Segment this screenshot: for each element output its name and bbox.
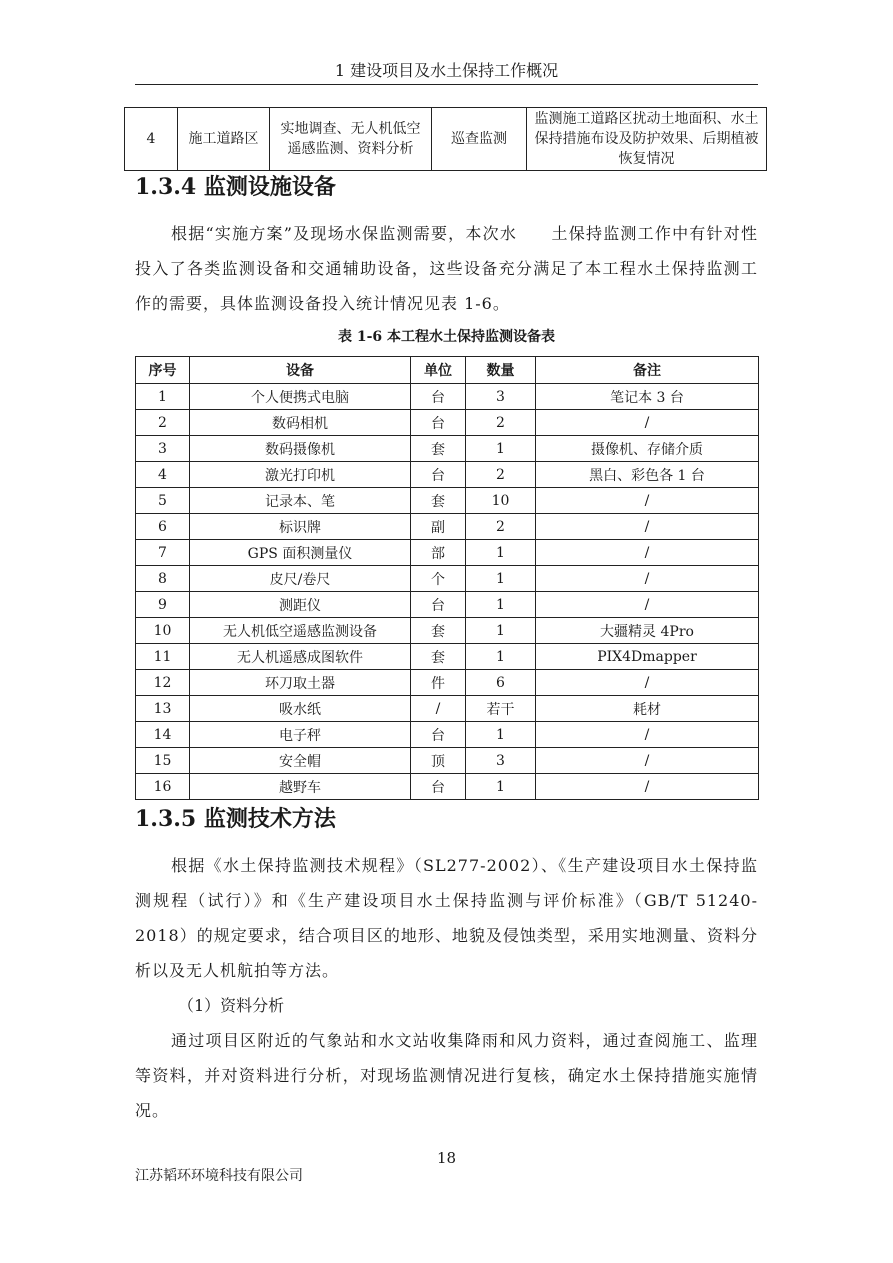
table-cell: 安全帽 xyxy=(190,748,411,774)
equipment-table-body xyxy=(136,384,759,800)
table-cell: 套 xyxy=(411,618,466,644)
table-cell: 副 xyxy=(411,514,466,540)
table-cell: / xyxy=(536,514,759,540)
table-cell: 顶 xyxy=(411,748,466,774)
table-cell: 无人机低空遥感监测设备 xyxy=(190,618,411,644)
section-134-paragraph: 根据“实施方案”及现场水保监测需要，本次水 土保持监测工作中有针对性投入了各类监测设备和交通辅助设备，这些设备充分满足了本工程水土保持监测工作的需要，具体监测设备投入统计情况见表 1-6。 xyxy=(135,224,758,313)
table-cell: 1 xyxy=(466,566,536,592)
table-cell: 电子秤 xyxy=(190,722,411,748)
table-cell: 个人便携式电脑 xyxy=(190,384,411,410)
table-cell: 1 xyxy=(466,644,536,670)
column-header: 设备 xyxy=(190,357,411,384)
table-cell: 测距仪 xyxy=(190,592,411,618)
section-heading-134: 1.3.4 监测设施设备 xyxy=(135,174,336,200)
table-cell: 台 xyxy=(411,410,466,436)
table-cell: 8 xyxy=(136,566,190,592)
table-cell: 台 xyxy=(411,722,466,748)
column-header: 数量 xyxy=(466,357,536,384)
table-cell: 5 xyxy=(136,488,190,514)
table-cell: 4 xyxy=(136,462,190,488)
column-header: 单位 xyxy=(411,357,466,384)
table-cell: 笔记本 3 台 xyxy=(536,384,759,410)
table-cell: 越野车 xyxy=(190,774,411,800)
table-cell: 摄像机、存储介质 xyxy=(536,436,759,462)
table-cell: 6 xyxy=(466,670,536,696)
table-row xyxy=(136,618,759,644)
table-row xyxy=(136,644,759,670)
table-row xyxy=(136,748,759,774)
table-cell: 13 xyxy=(136,696,190,722)
table-cell: 标识牌 xyxy=(190,514,411,540)
table-cell: 实地调查、无人机低空遥感监测、资料分析 xyxy=(270,108,432,171)
table-cell: 数码相机 xyxy=(190,410,411,436)
table-cell: 环刀取土器 xyxy=(190,670,411,696)
footer-company-name: 江苏韬环环境科技有限公司 xyxy=(135,1168,303,1184)
table-cell: 吸水纸 xyxy=(190,696,411,722)
table-cell: 个 xyxy=(411,566,466,592)
table-cell: / xyxy=(536,722,759,748)
table-cell: 黑白、彩色各 1 台 xyxy=(536,462,759,488)
table-cell: 套 xyxy=(411,436,466,462)
column-header: 序号 xyxy=(136,357,190,384)
table-cell: 套 xyxy=(411,644,466,670)
table-row xyxy=(136,566,759,592)
table-cell: 1 xyxy=(466,592,536,618)
table-cell: 2 xyxy=(466,410,536,436)
table-cell: 1 xyxy=(136,384,190,410)
table-cell: 台 xyxy=(411,774,466,800)
table-caption: 表 1-6 本工程水土保持监测设备表 xyxy=(337,329,556,345)
table-cell: 台 xyxy=(411,592,466,618)
table-cell: 激光打印机 xyxy=(190,462,411,488)
table-cell: 件 xyxy=(411,670,466,696)
header-divider xyxy=(135,84,758,85)
table-cell: 9 xyxy=(136,592,190,618)
table-cell: 台 xyxy=(411,384,466,410)
table-cell: / xyxy=(536,592,759,618)
table-cell: 1 xyxy=(466,436,536,462)
table-cell: 若干 xyxy=(466,696,536,722)
table-cell: 4 xyxy=(125,108,178,171)
table-row xyxy=(136,384,759,410)
table-row xyxy=(136,670,759,696)
table-cell: / xyxy=(536,540,759,566)
table-cell: / xyxy=(411,696,466,722)
table-cell: 2 xyxy=(466,514,536,540)
table-row xyxy=(136,696,759,722)
table-cell: / xyxy=(536,748,759,774)
table-cell: 3 xyxy=(136,436,190,462)
table-cell: 2 xyxy=(466,462,536,488)
table-cell: 监测施工道路区扰动土地面积、水土保持措施布设及防护效果、后期植被恢复情况 xyxy=(527,108,767,171)
table-header-row xyxy=(136,357,759,384)
table-row xyxy=(136,592,759,618)
continued-monitoring-table xyxy=(124,107,767,171)
equipment-table xyxy=(135,356,759,800)
table-cell: GPS 面积测量仪 xyxy=(190,540,411,566)
table-row xyxy=(136,436,759,462)
table-cell: 10 xyxy=(136,618,190,644)
table-row xyxy=(136,514,759,540)
table-cell: 14 xyxy=(136,722,190,748)
table-cell: 数码摄像机 xyxy=(190,436,411,462)
table-cell: 1 xyxy=(466,722,536,748)
table-cell: PIX4Dmapper xyxy=(536,644,759,670)
table-cell: 皮尺/卷尺 xyxy=(190,566,411,592)
table-cell: 施工道路区 xyxy=(178,108,270,171)
table-cell: / xyxy=(536,774,759,800)
sub-item-paragraph: 通过项目区附近的气象站和水文站收集降雨和风力资料，通过查阅施工、监理等资料，并对资料进行分析，对现场监测情况进行复核，确定水土保持措施实施情况。 xyxy=(135,1031,758,1120)
page-header-title: 1 建设项目及水土保持工作概况 xyxy=(334,61,559,80)
table-row xyxy=(136,774,759,800)
table-row xyxy=(136,462,759,488)
table-cell: 巡查监测 xyxy=(432,108,527,171)
table-cell: 无人机遥感成图软件 xyxy=(190,644,411,670)
table-cell: 12 xyxy=(136,670,190,696)
table-cell: / xyxy=(536,670,759,696)
table-cell: 台 xyxy=(411,462,466,488)
table-cell: 1 xyxy=(466,774,536,800)
table-cell: 套 xyxy=(411,488,466,514)
table-cell: 3 xyxy=(466,748,536,774)
table-row xyxy=(136,540,759,566)
table-cell: 15 xyxy=(136,748,190,774)
table-cell: / xyxy=(536,566,759,592)
table-cell: 大疆精灵 4Pro xyxy=(536,618,759,644)
table-cell: 16 xyxy=(136,774,190,800)
table-row xyxy=(136,410,759,436)
page-number: 18 xyxy=(436,1149,457,1167)
table-cell: / xyxy=(536,410,759,436)
table-cell: 2 xyxy=(136,410,190,436)
table-cell: 1 xyxy=(466,540,536,566)
table-row xyxy=(136,722,759,748)
table-cell: 记录本、笔 xyxy=(190,488,411,514)
table-row xyxy=(136,488,759,514)
column-header: 备注 xyxy=(536,357,759,384)
section-135-paragraph: 根据《水土保持监测技术规程》（SL277-2002）、《生产建设项目水土保持监测规程（试行）》和《生产建设项目水土保持监测与评价标准》（GB/T 51240-2018）的规定要求，结合项目区的地形、地貌及侵蚀类型，采用实地测量、资料分析以及无人机航拍等方法。 xyxy=(135,856,758,980)
table-cell: 10 xyxy=(466,488,536,514)
table-cell: 7 xyxy=(136,540,190,566)
table-cell: 11 xyxy=(136,644,190,670)
table-cell: 1 xyxy=(466,618,536,644)
sub-item-heading: （1）资料分析 xyxy=(178,996,285,1015)
table-cell: 6 xyxy=(136,514,190,540)
table-row xyxy=(125,108,767,171)
table-cell: 部 xyxy=(411,540,466,566)
table-cell: 3 xyxy=(466,384,536,410)
table-cell: 耗材 xyxy=(536,696,759,722)
section-heading-135: 1.3.5 监测技术方法 xyxy=(135,806,336,832)
table-cell: / xyxy=(536,488,759,514)
